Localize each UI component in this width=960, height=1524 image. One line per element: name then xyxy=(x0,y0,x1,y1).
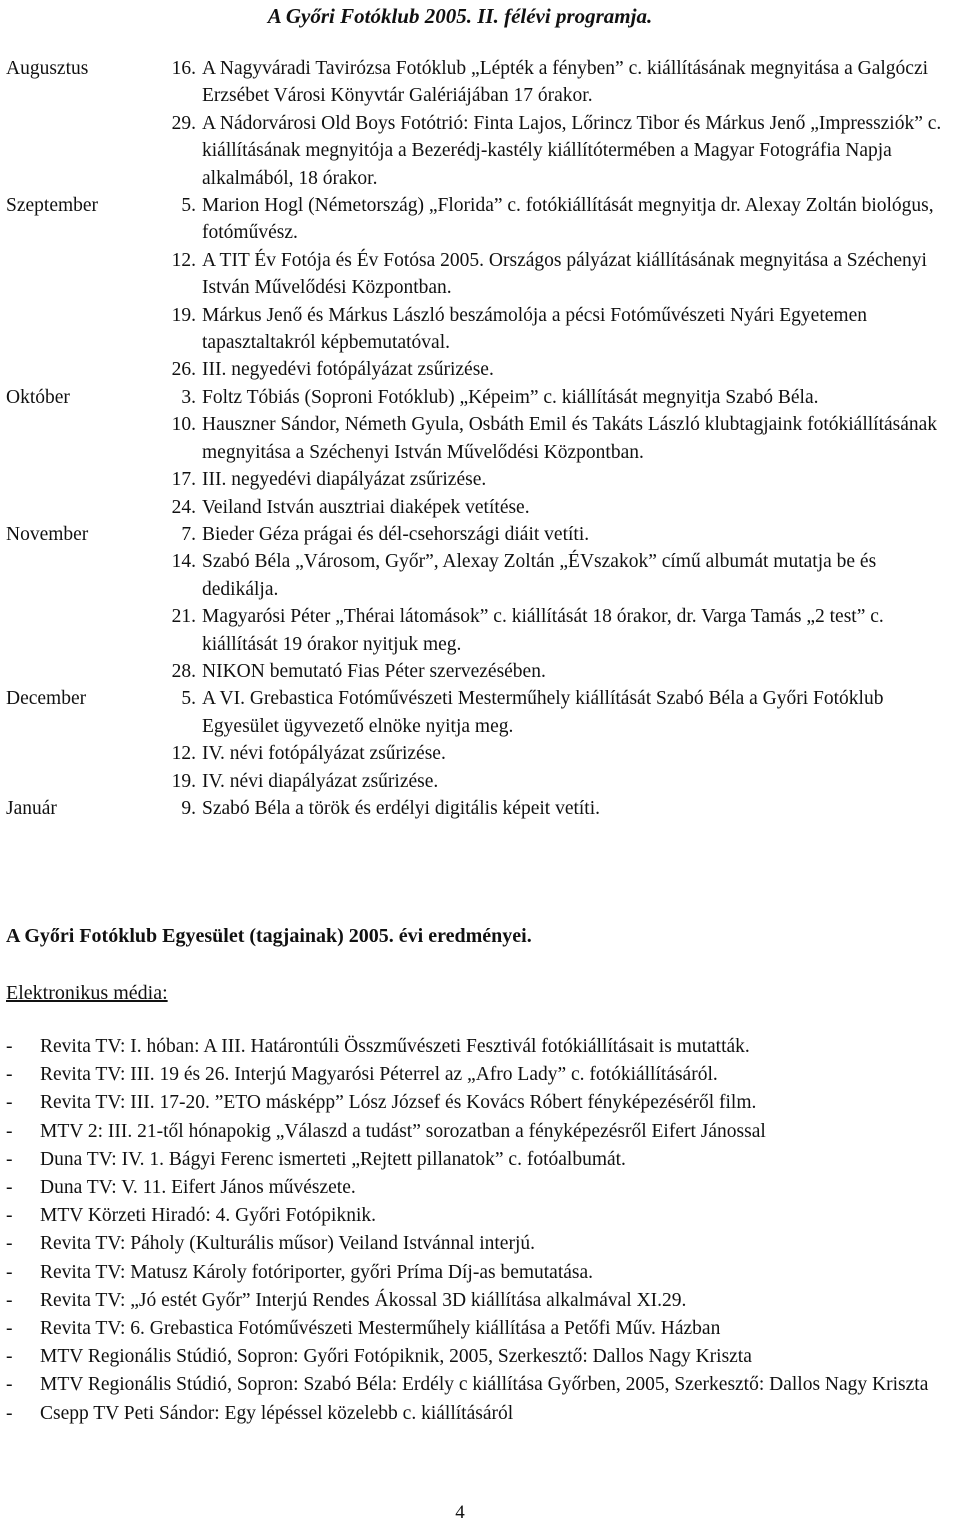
bullet-dash: - xyxy=(6,1374,13,1396)
bullet-dash: - xyxy=(6,1092,13,1114)
schedule-month xyxy=(6,548,138,603)
media-item xyxy=(6,1315,946,1343)
schedule-month: Október xyxy=(6,386,70,408)
media-item-text: Revita TV: III. 17-20. ”ETO másképp” Lósz József és Kovács Róbert fényképezéséről film. xyxy=(40,1092,757,1114)
bullet-dash: - xyxy=(6,1120,13,1142)
media-item-text: MTV Körzeti Hiradó: 4. Győri Fotópiknik. xyxy=(40,1205,376,1227)
schedule-month: Szeptember xyxy=(6,195,99,217)
schedule-day: 5. xyxy=(181,195,196,217)
media-item-text: MTV Regionális Stúdió, Sopron: Győri Fotópiknik, 2005, Szerkesztő: Dallos Nagy Kriszta xyxy=(40,1346,752,1368)
media-item-text: Duna TV: IV. 1. Bágyi Ferenc ismerteti „Rejtett pillanatok” c. fotóalbumát. xyxy=(40,1148,626,1170)
schedule-entry xyxy=(6,466,956,493)
media-item-text: Duna TV: V. 11. Eifert János művészete. xyxy=(40,1177,356,1199)
schedule-text: A VI. Grebastica Fotóművészeti Mesterműhely kiállítását Szabó Béla a Győri Fotóklub Egyesület ügyvezető elnöke nyitja meg. xyxy=(202,688,884,737)
bullet-dash: - xyxy=(6,1177,13,1199)
schedule-entry xyxy=(6,356,956,383)
schedule-month xyxy=(6,740,138,767)
schedule-entry xyxy=(6,411,956,466)
bullet-dash: - xyxy=(6,1036,13,1057)
schedule-entry xyxy=(6,548,956,603)
schedule-month: Január xyxy=(6,797,57,819)
schedule-text: Magyarósi Péter „Thérai látomások” c. kiállítását 18 órakor, dr. Varga Tamás „2 test” c. kiállítását 19 órakor nyitjuk meg. xyxy=(202,606,884,655)
schedule-entry xyxy=(6,494,956,521)
media-heading: Elektronikus média: xyxy=(6,982,168,1004)
media-item-text: MTV Regionális Stúdió, Sopron: Szabó Béla: Erdély c kiállítása Győrben, 2005, Szerkesztő: Dallos Nagy Kriszta xyxy=(40,1374,929,1396)
schedule-entry xyxy=(6,55,956,110)
schedule-text: III. negyedévi diapályázat zsűrizése. xyxy=(202,469,487,491)
media-item-text: Revita TV: „Jó estét Győr” Interjú Rendes Ákossal 3D kiállítása alkalmával XI.29. xyxy=(40,1289,687,1311)
schedule-text: Veiland István ausztriai diaképek vetítése. xyxy=(202,496,530,518)
schedule-text: NIKON bemutató Fias Péter szervezésében. xyxy=(202,660,546,682)
schedule-text: A Nagyváradi Tavirózsa Fotóklub „Lépték a fényben” c. kiállításának megnyitása a Galgóczi Erzsébet Városi Könyvtár Galériájában 17 órakor. xyxy=(202,58,929,107)
schedule-day: 21. xyxy=(171,606,196,628)
bullet-dash: - xyxy=(6,1402,13,1424)
bullet-dash: - xyxy=(6,1261,13,1283)
schedule-day: 28. xyxy=(171,660,196,682)
schedule-text: Szabó Béla „Városom, Győr”, Alexay Zoltán „ÉVszakok” című albumát mutatja be és dedikálja. xyxy=(202,551,877,600)
schedule-entry xyxy=(6,658,956,685)
media-item xyxy=(6,1089,946,1117)
schedule-day: 26. xyxy=(171,359,196,381)
schedule-month xyxy=(6,494,138,521)
schedule-day: 17. xyxy=(171,469,196,491)
schedule-text: III. negyedévi fotópályázat zsűrizése. xyxy=(202,359,494,381)
schedule-entry xyxy=(6,603,956,658)
schedule-month: December xyxy=(6,688,87,710)
schedule-text: Bieder Géza prágai és dél-csehországi diáit vetíti. xyxy=(202,523,590,545)
schedule-month xyxy=(6,247,138,302)
schedule-text: Foltz Tóbiás (Soproni Fotóklub) „Képeim” c. kiállítását megnyitja Szabó Béla. xyxy=(202,386,819,408)
media-item-text: Revita TV: Matusz Károly fotóriporter, győri Príma Díj-as bemutatása. xyxy=(40,1261,594,1283)
schedule-day: 16. xyxy=(171,58,196,79)
schedule-text: Marion Hogl (Németország) „Florida” c. fotókiállítását megnyitja dr. Alexay Zoltán biológus, fotóművész. xyxy=(202,195,934,244)
schedule-day: 9. xyxy=(181,797,196,819)
schedule-entry xyxy=(6,110,956,192)
page-number: 4 xyxy=(455,1502,465,1523)
schedule-month xyxy=(6,110,138,192)
media-item xyxy=(6,1202,946,1230)
schedule-entry xyxy=(6,192,956,247)
schedule-day: 12. xyxy=(171,743,196,765)
schedule-day: 7. xyxy=(181,523,196,545)
media-item-text: Revita TV: Páholy (Kulturális műsor) Veiland Istvánnal interjú. xyxy=(40,1233,536,1255)
bullet-dash: - xyxy=(6,1233,13,1255)
schedule-day: 19. xyxy=(171,770,196,792)
schedule-entry xyxy=(6,685,956,740)
schedule-text: Hauszner Sándor, Németh Gyula, Osbáth Emil és Takáts László klubtagjaink fotókiállításának megnyitása a Széchenyi István Művelődési Központban. xyxy=(202,414,938,463)
media-item-text: Revita TV: 6. Grebastica Fotóművészeti Mesterműhely kiállítása a Petőfi Műv. Házban xyxy=(40,1318,721,1340)
schedule-text: IV. névi diapályázat zsűrizése. xyxy=(202,770,439,792)
schedule-text: IV. névi fotópályázat zsűrizése. xyxy=(202,743,446,765)
program-schedule xyxy=(6,55,956,822)
media-item xyxy=(6,1174,946,1202)
bullet-dash: - xyxy=(6,1346,13,1368)
page-title: A Győri Fotóklub 2005. II. félévi programja. xyxy=(267,4,653,28)
schedule-day: 24. xyxy=(171,496,196,518)
schedule-month: Augusztus xyxy=(6,58,89,79)
media-item xyxy=(6,1259,946,1287)
schedule-month xyxy=(6,411,138,466)
media-item-text: Revita TV: III. 19 és 26. Interjú Magyarósi Péterrel az „Afro Lady” c. fotókiállításáról. xyxy=(40,1064,718,1086)
media-item-text: MTV 2: III. 21-től hónapokig „Válaszd a tudást” sorozatban a fényképezésről Eifert Jánossal xyxy=(40,1120,766,1142)
bullet-dash: - xyxy=(6,1289,13,1311)
media-item xyxy=(6,1118,946,1146)
schedule-month: November xyxy=(6,523,89,545)
media-item xyxy=(6,1230,946,1258)
results-title: A Győri Fotóklub Egyesület (tagjainak) 2005. évi eredményei. xyxy=(6,925,532,947)
media-list xyxy=(6,1033,946,1428)
schedule-day: 3. xyxy=(181,386,196,408)
media-item xyxy=(6,1343,946,1371)
schedule-text: A TIT Év Fotója és Év Fotósa 2005. Országos pályázat kiállításának megnyitása a Széchenyi István Művelődési Központban. xyxy=(202,249,927,299)
schedule-day: 19. xyxy=(171,304,196,326)
schedule-day: 5. xyxy=(181,688,196,710)
schedule-month xyxy=(6,356,138,383)
media-item xyxy=(6,1371,946,1399)
schedule-month xyxy=(6,603,138,658)
bullet-dash: - xyxy=(6,1064,13,1086)
schedule-day: 14. xyxy=(171,551,196,573)
schedule-month xyxy=(6,466,138,493)
media-item xyxy=(6,1287,946,1315)
schedule-text: Márkus Jenő és Márkus László beszámolója a pécsi Fotóművészeti Nyári Egyetemen tapasztaltakról képbemutatóval. xyxy=(202,304,867,354)
bullet-dash: - xyxy=(6,1318,13,1340)
schedule-entry xyxy=(6,384,956,411)
bullet-dash: - xyxy=(6,1205,13,1227)
schedule-entry xyxy=(6,795,956,822)
schedule-month xyxy=(6,658,138,685)
media-item-text: Revita TV: I. hóban: A III. Határontúli Összművészeti Fesztivál fotókiállításait is mutatták. xyxy=(40,1036,750,1057)
schedule-month xyxy=(6,302,138,357)
schedule-text: A Nádorvárosi Old Boys Fotótrió: Finta Lajos, Lőrincz Tibor és Márkus Jenő „Impressziók” c. kiállításának megnyitója a Bezerédj-kastély kiállítótermében a Magyar Fotográfia Napja alkalmából, 18 órakor. xyxy=(202,112,942,189)
schedule-month xyxy=(6,768,138,795)
media-item-text: Csepp TV Peti Sándor: Egy lépéssel közelebb c. kiállításáról xyxy=(40,1402,514,1424)
schedule-day: 29. xyxy=(171,112,196,134)
schedule-entry xyxy=(6,740,956,767)
schedule-entry xyxy=(6,521,956,548)
media-item xyxy=(6,1033,946,1061)
media-item xyxy=(6,1146,946,1174)
media-item xyxy=(6,1400,946,1428)
media-item xyxy=(6,1061,946,1089)
schedule-entry xyxy=(6,247,956,302)
schedule-day: 12. xyxy=(171,249,196,271)
schedule-entry xyxy=(6,768,956,795)
schedule-entry xyxy=(6,302,956,357)
schedule-day: 10. xyxy=(171,414,196,436)
bullet-dash: - xyxy=(6,1148,13,1170)
schedule-text: Szabó Béla a török és erdélyi digitális képeit vetíti. xyxy=(202,797,601,819)
